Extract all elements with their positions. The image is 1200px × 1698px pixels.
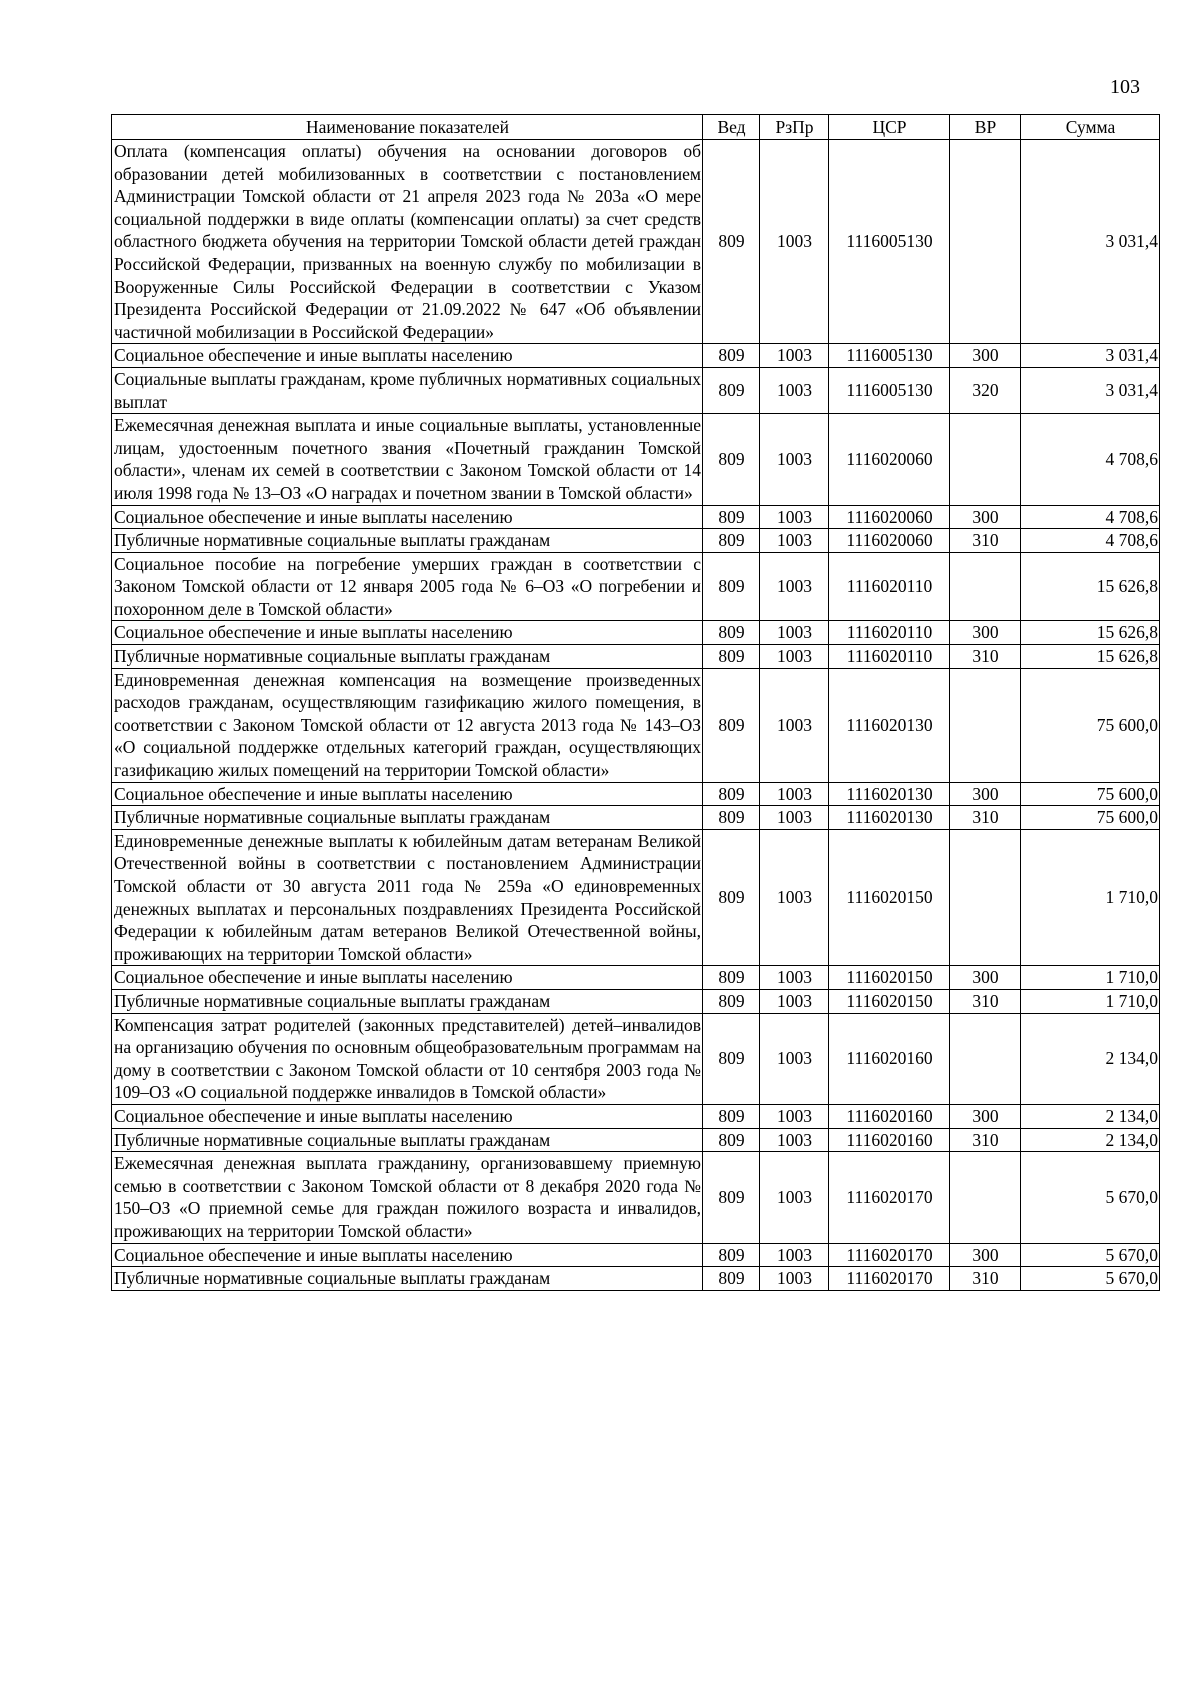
cell-name: Социальное обеспечение и иные выплаты населению [112, 782, 703, 806]
cell-rzpr: 1003 [760, 140, 829, 344]
table-row [112, 782, 1160, 806]
cell-csr: 1116020060 [829, 414, 950, 505]
cell-ved: 809 [703, 806, 760, 830]
cell-vr: 300 [950, 621, 1021, 645]
cell-sum: 2 134,0 [1021, 1013, 1160, 1104]
cell-csr: 1116020160 [829, 1013, 950, 1104]
cell-rzpr: 1003 [760, 1013, 829, 1104]
cell-ved: 809 [703, 505, 760, 529]
table-row [112, 140, 1160, 344]
table-row [112, 966, 1160, 990]
header-name: Наименование показателей [112, 115, 703, 140]
cell-sum: 4 708,6 [1021, 505, 1160, 529]
cell-csr: 1116020130 [829, 806, 950, 830]
cell-sum: 75 600,0 [1021, 668, 1160, 782]
table-row [112, 621, 1160, 645]
cell-ved: 809 [703, 829, 760, 966]
cell-sum: 1 710,0 [1021, 989, 1160, 1013]
cell-ved: 809 [703, 414, 760, 505]
cell-csr: 1116005130 [829, 140, 950, 344]
table-row [112, 344, 1160, 368]
cell-csr: 1116020170 [829, 1267, 950, 1291]
cell-name: Ежемесячная денежная выплата и иные социальные выплаты, установленные лицам, удостоенным почетного звания «Почетный гражданин Томской области», членам их семей в соответствии с Законом Томской области от 14 июля 1998 года № 13–ОЗ «О наградах и почетном звании в Томской области» [112, 414, 703, 505]
cell-rzpr: 1003 [760, 668, 829, 782]
table-row [112, 829, 1160, 966]
cell-vr: 310 [950, 1267, 1021, 1291]
cell-name: Публичные нормативные социальные выплаты гражданам [112, 989, 703, 1013]
table-row [112, 989, 1160, 1013]
cell-vr [950, 668, 1021, 782]
cell-name: Социальное пособие на погребение умерших граждан в соответствии с Законом Томской области от 12 января 2005 года № 6–ОЗ «О погребении и похоронном деле в Томской области» [112, 552, 703, 621]
cell-rzpr: 1003 [760, 621, 829, 645]
cell-rzpr: 1003 [760, 966, 829, 990]
cell-rzpr: 1003 [760, 782, 829, 806]
budget-table [111, 114, 1160, 1291]
cell-csr: 1116020170 [829, 1152, 950, 1243]
cell-ved: 809 [703, 1104, 760, 1128]
cell-vr: 300 [950, 966, 1021, 990]
header-ved: Вед [703, 115, 760, 140]
cell-name: Публичные нормативные социальные выплаты гражданам [112, 1267, 703, 1291]
cell-ved: 809 [703, 1267, 760, 1291]
cell-name: Публичные нормативные социальные выплаты гражданам [112, 529, 703, 553]
cell-csr: 1116020160 [829, 1128, 950, 1152]
table-row [112, 529, 1160, 553]
cell-name: Публичные нормативные социальные выплаты гражданам [112, 645, 703, 669]
cell-ved: 809 [703, 989, 760, 1013]
cell-vr: 310 [950, 529, 1021, 553]
cell-ved: 809 [703, 668, 760, 782]
cell-vr: 310 [950, 1128, 1021, 1152]
cell-vr: 300 [950, 505, 1021, 529]
header-vr: ВР [950, 115, 1021, 140]
cell-name: Социальное обеспечение и иные выплаты населению [112, 1243, 703, 1267]
cell-name: Социальное обеспечение и иные выплаты населению [112, 621, 703, 645]
cell-ved: 809 [703, 1243, 760, 1267]
cell-vr: 300 [950, 1243, 1021, 1267]
cell-ved: 809 [703, 552, 760, 621]
page-number: 103 [1110, 76, 1140, 98]
cell-vr [950, 1152, 1021, 1243]
cell-ved: 809 [703, 1013, 760, 1104]
table-row [112, 1152, 1160, 1243]
cell-sum: 2 134,0 [1021, 1104, 1160, 1128]
cell-sum: 5 670,0 [1021, 1267, 1160, 1291]
cell-rzpr: 1003 [760, 1152, 829, 1243]
cell-vr: 310 [950, 806, 1021, 830]
cell-sum: 2 134,0 [1021, 1128, 1160, 1152]
cell-name: Оплата (компенсация оплаты) обучения на основании договоров об образовании детей мобилизованных в соответствии с постановлением Администрации Томской области от 21 апреля 2023 года № 203а «О мере социальной поддержки в виде оплаты (компенсации оплаты) за счет средств областного бюджета обучения на территории Томской области детей граждан Российской Федерации, призванных на военную службу по мобилизации в Вооруженные Силы Российской Федерации в соответствии с Указом Президента Российской Федерации от 21.09.2022 № 647 «Об объявлении частичной мобилизации в Российской Федерации» [112, 140, 703, 344]
cell-sum: 1 710,0 [1021, 829, 1160, 966]
table-row [112, 505, 1160, 529]
table-row [112, 806, 1160, 830]
cell-vr: 310 [950, 989, 1021, 1013]
cell-csr: 1116020150 [829, 966, 950, 990]
cell-csr: 1116020160 [829, 1104, 950, 1128]
cell-name: Социальное обеспечение и иные выплаты населению [112, 344, 703, 368]
cell-ved: 809 [703, 782, 760, 806]
cell-vr: 320 [950, 367, 1021, 413]
cell-csr: 1116020170 [829, 1243, 950, 1267]
cell-sum: 1 710,0 [1021, 966, 1160, 990]
cell-name: Единовременная денежная компенсация на возмещение произведенных расходов гражданам, осуществляющим газификацию жилого помещения, в соответствии с Законом Томской области от 12 августа 2013 года № 143–ОЗ «О социальной поддержке отдельных категорий граждан, осуществляющих газификацию жилых помещений на территории Томской области» [112, 668, 703, 782]
header-rzpr: РзПр [760, 115, 829, 140]
cell-name: Единовременные денежные выплаты к юбилейным датам ветеранам Великой Отечественной войны в соответствии с постановлением Администрации Томской области от 30 августа 2011 года № 259а «О единовременных денежных выплатах и персональных поздравлениях Президента Российской Федерации к юбилейным датам ветеранов Великой Отечественной войны, проживающих на территории Томской области» [112, 829, 703, 966]
table-row [112, 645, 1160, 669]
cell-sum: 4 708,6 [1021, 529, 1160, 553]
cell-csr: 1116005130 [829, 344, 950, 368]
cell-vr [950, 1013, 1021, 1104]
cell-sum: 5 670,0 [1021, 1152, 1160, 1243]
cell-rzpr: 1003 [760, 344, 829, 368]
cell-csr: 1116020110 [829, 552, 950, 621]
cell-sum: 15 626,8 [1021, 552, 1160, 621]
table-row [112, 552, 1160, 621]
cell-rzpr: 1003 [760, 414, 829, 505]
cell-rzpr: 1003 [760, 529, 829, 553]
cell-rzpr: 1003 [760, 1128, 829, 1152]
cell-vr [950, 414, 1021, 505]
cell-name: Социальное обеспечение и иные выплаты населению [112, 505, 703, 529]
cell-csr: 1116020150 [829, 829, 950, 966]
cell-ved: 809 [703, 621, 760, 645]
cell-sum: 15 626,8 [1021, 621, 1160, 645]
cell-vr: 300 [950, 344, 1021, 368]
cell-rzpr: 1003 [760, 1104, 829, 1128]
cell-csr: 1116020110 [829, 645, 950, 669]
cell-ved: 809 [703, 966, 760, 990]
header-csr: ЦСР [829, 115, 950, 140]
cell-sum: 3 031,4 [1021, 140, 1160, 344]
cell-csr: 1116020150 [829, 989, 950, 1013]
cell-vr [950, 552, 1021, 621]
cell-rzpr: 1003 [760, 1243, 829, 1267]
cell-ved: 809 [703, 344, 760, 368]
cell-rzpr: 1003 [760, 1267, 829, 1291]
cell-name: Социальное обеспечение и иные выплаты населению [112, 1104, 703, 1128]
cell-name: Публичные нормативные социальные выплаты гражданам [112, 806, 703, 830]
cell-sum: 3 031,4 [1021, 367, 1160, 413]
table-row [112, 414, 1160, 505]
cell-sum: 5 670,0 [1021, 1243, 1160, 1267]
cell-name: Социальное обеспечение и иные выплаты населению [112, 966, 703, 990]
cell-ved: 809 [703, 529, 760, 553]
cell-sum: 4 708,6 [1021, 414, 1160, 505]
cell-sum: 75 600,0 [1021, 782, 1160, 806]
table-row [112, 1013, 1160, 1104]
table-row [112, 1128, 1160, 1152]
cell-csr: 1116020130 [829, 782, 950, 806]
cell-vr [950, 140, 1021, 344]
table-row [112, 367, 1160, 413]
cell-vr: 310 [950, 645, 1021, 669]
cell-sum: 15 626,8 [1021, 645, 1160, 669]
cell-sum: 75 600,0 [1021, 806, 1160, 830]
cell-name: Ежемесячная денежная выплата гражданину, организовавшему приемную семью в соответствии с Законом Томской области от 8 декабря 2020 года № 150–ОЗ «О приемной семье для граждан пожилого возраста и инвалидов, проживающих на территории Томской области» [112, 1152, 703, 1243]
cell-ved: 809 [703, 1152, 760, 1243]
cell-vr [950, 829, 1021, 966]
cell-csr: 1116020060 [829, 505, 950, 529]
cell-vr: 300 [950, 782, 1021, 806]
table-body [112, 140, 1160, 1291]
cell-rzpr: 1003 [760, 645, 829, 669]
cell-vr: 300 [950, 1104, 1021, 1128]
cell-csr: 1116020130 [829, 668, 950, 782]
cell-csr: 1116020110 [829, 621, 950, 645]
table-row [112, 1243, 1160, 1267]
cell-rzpr: 1003 [760, 552, 829, 621]
table-header-row [112, 115, 1160, 140]
cell-ved: 809 [703, 140, 760, 344]
table-row [112, 668, 1160, 782]
cell-name: Социальные выплаты гражданам, кроме публичных нормативных социальных выплат [112, 367, 703, 413]
cell-rzpr: 1003 [760, 367, 829, 413]
table-row [112, 1267, 1160, 1291]
cell-csr: 1116020060 [829, 529, 950, 553]
header-sum: Сумма [1021, 115, 1160, 140]
cell-rzpr: 1003 [760, 505, 829, 529]
cell-csr: 1116005130 [829, 367, 950, 413]
cell-rzpr: 1003 [760, 989, 829, 1013]
cell-rzpr: 1003 [760, 806, 829, 830]
table-row [112, 1104, 1160, 1128]
cell-name: Публичные нормативные социальные выплаты гражданам [112, 1128, 703, 1152]
cell-ved: 809 [703, 645, 760, 669]
cell-sum: 3 031,4 [1021, 344, 1160, 368]
cell-ved: 809 [703, 1128, 760, 1152]
cell-ved: 809 [703, 367, 760, 413]
cell-rzpr: 1003 [760, 829, 829, 966]
cell-name: Компенсация затрат родителей (законных представителей) детей–инвалидов на организацию обучения по основным общеобразовательным программам на дому в соответствии с Законом Томской области от 10 сентября 2003 года № 109–ОЗ «О социальной поддержке инвалидов в Томской области» [112, 1013, 703, 1104]
